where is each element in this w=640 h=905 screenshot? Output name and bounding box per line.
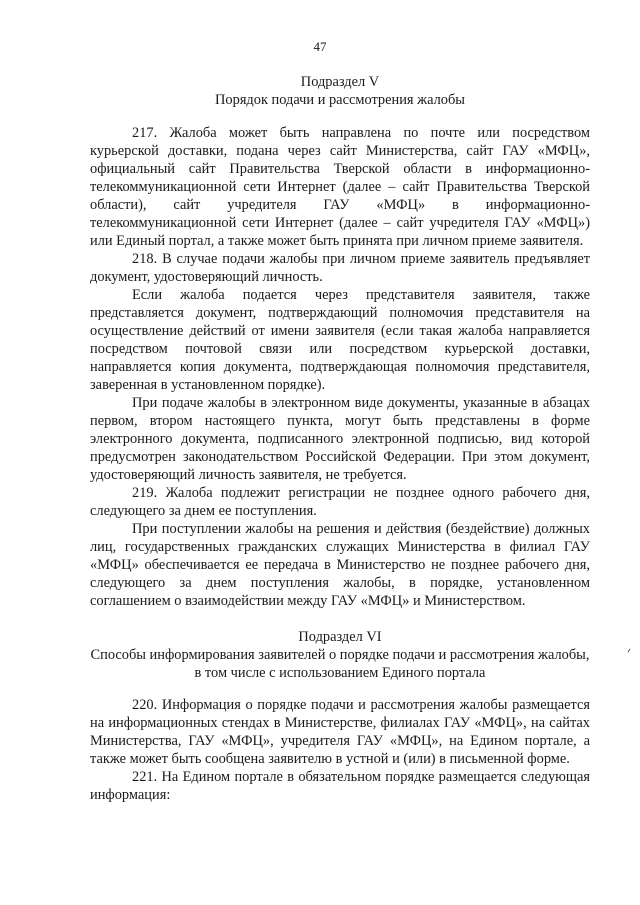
paragraph-219: 219. Жалоба подлежит регистрации не позднее одного рабочего дня, следующего за днем ее поступления. <box>90 485 590 519</box>
page-number: 47 <box>313 39 327 54</box>
section-5-body <box>90 124 590 610</box>
paragraph-220: 220. Информация о порядке подачи и рассмотрения жалобы размещается на информационных стендах в Министерстве, филиалах ГАУ «МФЦ», на сайтах Министерства, ГАУ «МФЦ», учредителя ГАУ «МФЦ», на Едином портале, а также может быть сообщена заявителю в устной и (или) в письменной форме. <box>90 697 590 767</box>
scan-edge-mark <box>628 649 631 653</box>
section-5-heading <box>90 73 590 109</box>
section-5-subtitle: Порядок подачи и рассмотрения жалобы <box>215 92 465 108</box>
section-6-heading <box>90 628 590 682</box>
section-6-title: Подраздел VI <box>298 629 382 645</box>
section-6-subtitle: Способы информирования заявителей о порядке подачи и рассмотрения жалобы, в том числе с использованием Единого портала <box>90 647 590 681</box>
paragraph-217: 217. Жалоба может быть направлена по почте или посредством курьерской доставки, подана через сайт Министерства, сайт ГАУ «МФЦ», официальный сайт Правительства Тверской области в информационно-телекоммуникационной сети Интернет (далее – сайт Правительства Тверской области), сайт учредителя ГАУ «МФЦ» в информационно-телекоммуникационной сети Интернет (далее – сайт учредителя ГАУ «МФЦ») или Единый портал, а также может быть принята при личном приеме заявителя. <box>90 125 590 249</box>
section-6-body <box>90 696 590 804</box>
section-5-title: Подраздел V <box>300 74 380 90</box>
paragraph-218: 218. В случае подачи жалобы при личном приеме заявитель предъявляет документ, удостоверяющий личность. <box>90 251 590 285</box>
paragraph-218-electronic: При подаче жалобы в электронном виде документы, указанные в абзацах первом, втором настоящего пункта, могут быть представлены в форме электронного документа, подписанного электронной подписью, вид которой предусмотрен законодательством Российской Федерации. При этом документ, удостоверяющий личность заявителя, не требуется. <box>90 395 590 483</box>
paragraph-218-representative: Если жалоба подается через представителя заявителя, также представляется документ, подтверждающий полномочия представителя на осуществление действий от имени заявителя (если такая жалоба направляется посредством почтовой связи или посредством курьерской доставки, направляется копия документа, подтверждающая полномочия представителя, заверенная в установленном порядке). <box>90 287 590 393</box>
paragraph-221: 221. На Едином портале в обязательном порядке размещается следующая информация: <box>90 769 590 803</box>
paragraph-219-mfc: При поступлении жалобы на решения и действия (бездействие) должных лиц, государственных гражданских служащих Министерства в филиал ГАУ «МФЦ» обеспечивается ее передача в Министерство не позднее рабочего дня, следующего за днем поступления жалобы, в порядке, установленном соглашением о взаимодействии между ГАУ «МФЦ» и Министерством. <box>90 521 590 609</box>
